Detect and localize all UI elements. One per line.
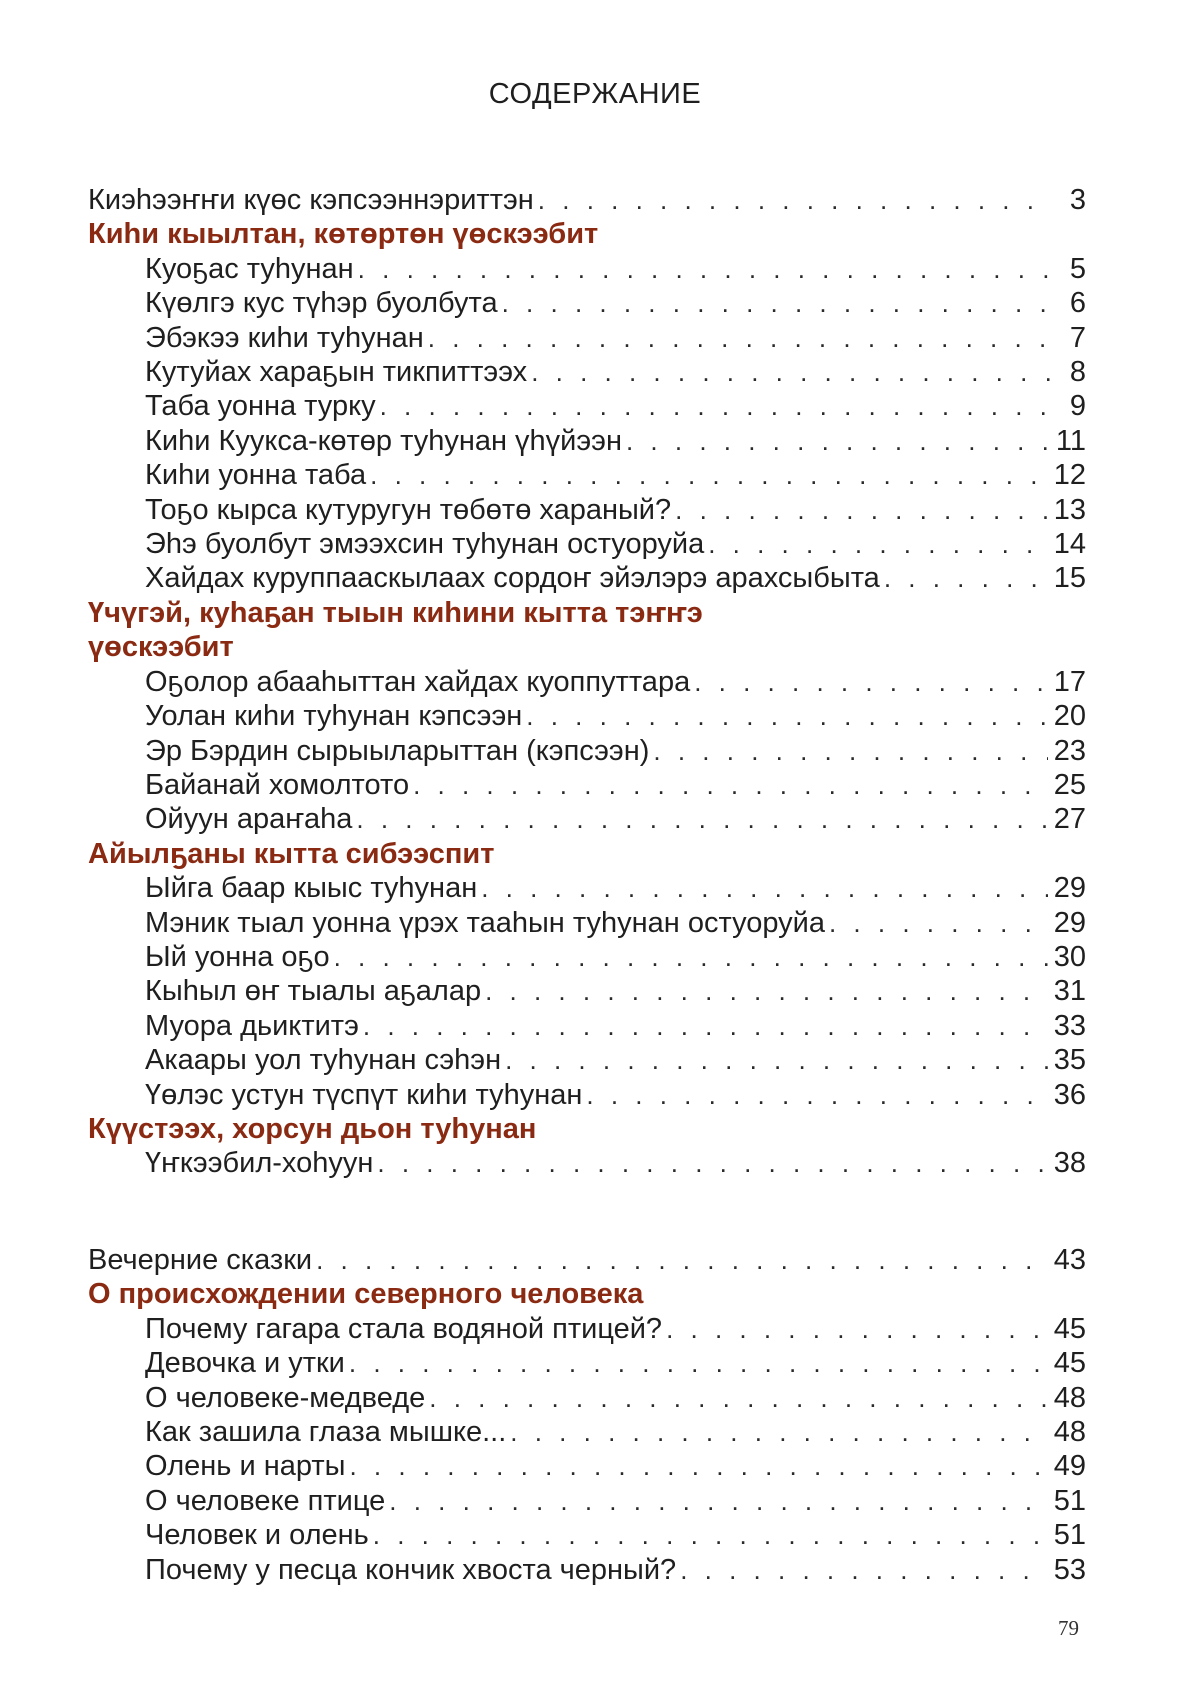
dot-leader xyxy=(370,458,1048,492)
dot-leader xyxy=(829,906,1048,940)
dot-leader xyxy=(429,1381,1047,1415)
toc-entry[interactable] xyxy=(88,1146,1086,1180)
toc-entry-title: Уолан киhи туhунан кэпсээн xyxy=(145,699,526,733)
toc-entry[interactable] xyxy=(88,1381,1086,1415)
dot-leader xyxy=(694,665,1048,699)
dot-leader xyxy=(653,734,1047,768)
toc-entry-page: 27 xyxy=(1053,803,1086,836)
dot-leader xyxy=(485,974,1048,1008)
toc-entry-title: Хайдах куруппаaскылаах сордоҥ эйэлэрэ арахсыбыта xyxy=(145,561,884,595)
dot-leader xyxy=(538,183,1050,217)
toc-entry[interactable] xyxy=(88,802,1086,836)
section-heading: Айылҕаны кытта сибээспит xyxy=(88,837,495,870)
dot-leader xyxy=(349,1346,1048,1380)
toc-entry[interactable] xyxy=(88,561,1086,595)
toc-entry[interactable] xyxy=(88,734,1086,768)
page-title: СОДЕРЖАНИЕ xyxy=(488,78,702,110)
toc-entry[interactable] xyxy=(88,1518,1086,1552)
toc-entry-page: 45 xyxy=(1053,1347,1086,1380)
toc-entry-page: 14 xyxy=(1053,528,1086,561)
toc-entry[interactable] xyxy=(88,1009,1086,1043)
dot-leader xyxy=(708,527,1048,561)
toc-entry-page: 51 xyxy=(1053,1519,1086,1552)
toc-entry[interactable] xyxy=(88,389,1086,423)
toc-entry[interactable] xyxy=(88,871,1086,905)
section-heading: Күүстээх, хорсун дьон туhунан xyxy=(88,1112,537,1145)
toc-entry-page: 29 xyxy=(1053,906,1086,939)
toc-entry-title: Мэник тыал уонна үрэх тааhын туhунан остуоруйа xyxy=(145,906,829,940)
toc-entry[interactable] xyxy=(88,355,1086,389)
toc-entry-title: Ый уонна оҕо xyxy=(145,940,334,974)
toc-entry[interactable] xyxy=(88,1312,1086,1346)
toc-entry-title: Эhэ буолбут эмээхсин туhунан остуоруйа xyxy=(145,527,708,561)
toc-entry-page: 15 xyxy=(1053,562,1086,595)
toc-entry-title: Эр Бэрдин сырыыларыттан (кэпсээн) xyxy=(145,734,653,768)
toc-entry[interactable] xyxy=(88,1449,1086,1483)
dot-leader xyxy=(502,286,1050,320)
dot-leader xyxy=(531,355,1050,389)
toc-entry-title: Эбэкээ киhи туhунан xyxy=(145,321,428,355)
dot-leader xyxy=(363,1009,1048,1043)
section-heading: Киhи кыылтан, көтөртөн үөскээбит xyxy=(88,218,599,251)
toc-entry-page: 12 xyxy=(1053,459,1086,492)
toc-entry-page: 51 xyxy=(1053,1484,1086,1517)
dot-leader xyxy=(510,1415,1047,1449)
toc-block-sakha xyxy=(88,183,1086,1181)
section-heading: О происхождении северного человека xyxy=(88,1278,644,1311)
dot-leader xyxy=(428,321,1050,355)
toc-entry-title: Куоҕас туhунан xyxy=(145,252,358,286)
toc-entry[interactable] xyxy=(88,974,1086,1008)
toc-entry-title: Девочка и утки xyxy=(145,1346,349,1380)
toc-entry-title: О человеке-медведе xyxy=(145,1381,429,1415)
toc-entry-page: 48 xyxy=(1053,1416,1086,1449)
dot-leader xyxy=(349,1449,1047,1483)
toc-entry-page: 9 xyxy=(1069,390,1086,423)
dot-leader xyxy=(358,252,1050,286)
toc-entry-title: Акаары уол туhунан сэhэн xyxy=(145,1043,505,1077)
dot-leader xyxy=(389,1484,1047,1518)
dot-leader xyxy=(377,1146,1047,1180)
toc-entry[interactable] xyxy=(88,183,1086,217)
toc-entry-title: Человек и олень xyxy=(145,1518,373,1552)
toc-entry-title: Кутуйах хараҕын тикпиттээх xyxy=(145,355,531,389)
toc-entry[interactable] xyxy=(88,321,1086,355)
toc-entry-page: 31 xyxy=(1053,975,1086,1008)
toc-entry-title: О человеке птице xyxy=(145,1484,389,1518)
toc-entry-title: Кыhыл өҥ тыалы аҕалар xyxy=(145,974,485,1008)
dot-leader xyxy=(666,1312,1048,1346)
page-number: 79 xyxy=(1058,1616,1079,1640)
toc-entry[interactable] xyxy=(88,527,1086,561)
toc-entry[interactable] xyxy=(88,493,1086,527)
toc-entry-title: Киhи Куукса-көтөр туhунан үhүйээн xyxy=(145,424,626,458)
toc-entry[interactable] xyxy=(88,1078,1086,1112)
toc-entry-title: Вечерние сказки xyxy=(88,1243,316,1277)
toc-entry-title: Олень и нарты xyxy=(145,1449,349,1483)
toc-entry-title: Оҕолор абааhыттан хайдах куоппуттара xyxy=(145,665,694,699)
toc-entry-title: Киэhээҥҥи күөс кэпсээннэриттэн xyxy=(88,183,538,217)
toc-entry-title: Күөлгэ кус түhэр буолбута xyxy=(145,286,502,320)
toc-entry-page: 20 xyxy=(1053,700,1086,733)
toc-entry-title: Байанай хомолтото xyxy=(145,768,413,802)
dot-leader xyxy=(481,871,1048,905)
dot-leader xyxy=(884,561,1048,595)
toc-entry-page: 45 xyxy=(1053,1312,1086,1345)
toc-entry-page: 43 xyxy=(1053,1244,1086,1276)
dot-leader xyxy=(316,1243,1048,1277)
toc-entry-title: Тоҕо кырса кутуругун төбөтө хараный? xyxy=(145,493,675,527)
toc-entry[interactable] xyxy=(88,665,1086,699)
dot-leader xyxy=(505,1043,1048,1077)
toc-entry-title: Как зашила глаза мышке... xyxy=(145,1415,510,1449)
dot-leader xyxy=(380,389,1050,423)
toc-entry-page: 53 xyxy=(1053,1553,1086,1586)
toc-entry[interactable] xyxy=(88,458,1086,492)
dot-leader xyxy=(626,424,1050,458)
toc-entry-title: Үҥкээбил-хоhуун xyxy=(145,1146,377,1180)
toc-entry-title: Үөлэс устун түспүт киhи туhунан xyxy=(145,1078,586,1112)
toc-entry[interactable] xyxy=(88,1346,1086,1380)
toc-entry-page: 35 xyxy=(1053,1044,1086,1077)
toc-entry-title: Муора дьиктитэ xyxy=(145,1009,363,1043)
section-heading-continued: үөскээбит xyxy=(88,631,234,664)
dot-leader xyxy=(356,802,1047,836)
toc-entry-title: Почему у песца кончик хвоста черный? xyxy=(145,1553,680,1587)
toc-entry-page: 8 xyxy=(1069,356,1086,389)
toc-entry-title: Таба уонна турку xyxy=(145,389,380,423)
toc-entry-title: Ыйга баар кыыс туhунан xyxy=(145,871,481,905)
toc-entry-page: 33 xyxy=(1053,1009,1086,1042)
toc-entry-page: 38 xyxy=(1053,1147,1086,1180)
toc-entry[interactable] xyxy=(88,1043,1086,1077)
toc-entry[interactable] xyxy=(88,940,1086,974)
toc-entry[interactable] xyxy=(88,1484,1086,1518)
dot-leader xyxy=(586,1078,1047,1112)
toc-entry-page: 5 xyxy=(1069,252,1086,285)
toc-entry[interactable] xyxy=(88,252,1086,286)
toc-block-russian xyxy=(88,1243,1086,1587)
toc-entry-title: Киhи уонна таба xyxy=(145,458,370,492)
toc-entry-page: 29 xyxy=(1053,872,1086,905)
toc-entry[interactable] xyxy=(88,768,1086,802)
toc-entry-page: 23 xyxy=(1053,734,1086,767)
toc-entry-page: 6 xyxy=(1069,287,1086,320)
dot-leader xyxy=(526,699,1047,733)
toc-entry-title: Ойуун араҥаhа xyxy=(145,802,356,836)
toc-entry[interactable] xyxy=(88,1415,1086,1449)
toc-entry-page: 13 xyxy=(1053,493,1086,526)
toc-entry-page: 17 xyxy=(1053,665,1086,698)
dot-leader xyxy=(680,1553,1048,1587)
toc-entry-page: 48 xyxy=(1053,1381,1086,1414)
toc-entry[interactable] xyxy=(88,424,1086,458)
toc-entry[interactable] xyxy=(88,906,1086,940)
toc-entry-page: 7 xyxy=(1069,321,1086,354)
dot-leader xyxy=(373,1518,1048,1552)
toc-entry[interactable] xyxy=(88,1243,1086,1277)
toc-entry-page: 25 xyxy=(1053,768,1086,801)
toc-entry[interactable] xyxy=(88,699,1086,733)
toc-entry[interactable] xyxy=(88,286,1086,320)
section-heading: Үчүгэй, куhаҕан тыын киhини кытта тэҥҥэ xyxy=(88,596,703,629)
toc-entry[interactable] xyxy=(88,1553,1086,1587)
toc-entry-page: 11 xyxy=(1055,424,1086,457)
toc-entry-title: Почему гагара стала водяной птицей? xyxy=(145,1312,666,1346)
toc-entry-page: 49 xyxy=(1053,1450,1086,1483)
toc-entry-page: 3 xyxy=(1069,184,1086,216)
toc-entry-page: 36 xyxy=(1053,1078,1086,1111)
dot-leader xyxy=(675,493,1048,527)
toc-entry-page: 30 xyxy=(1053,940,1086,973)
dot-leader xyxy=(413,768,1048,802)
dot-leader xyxy=(334,940,1048,974)
